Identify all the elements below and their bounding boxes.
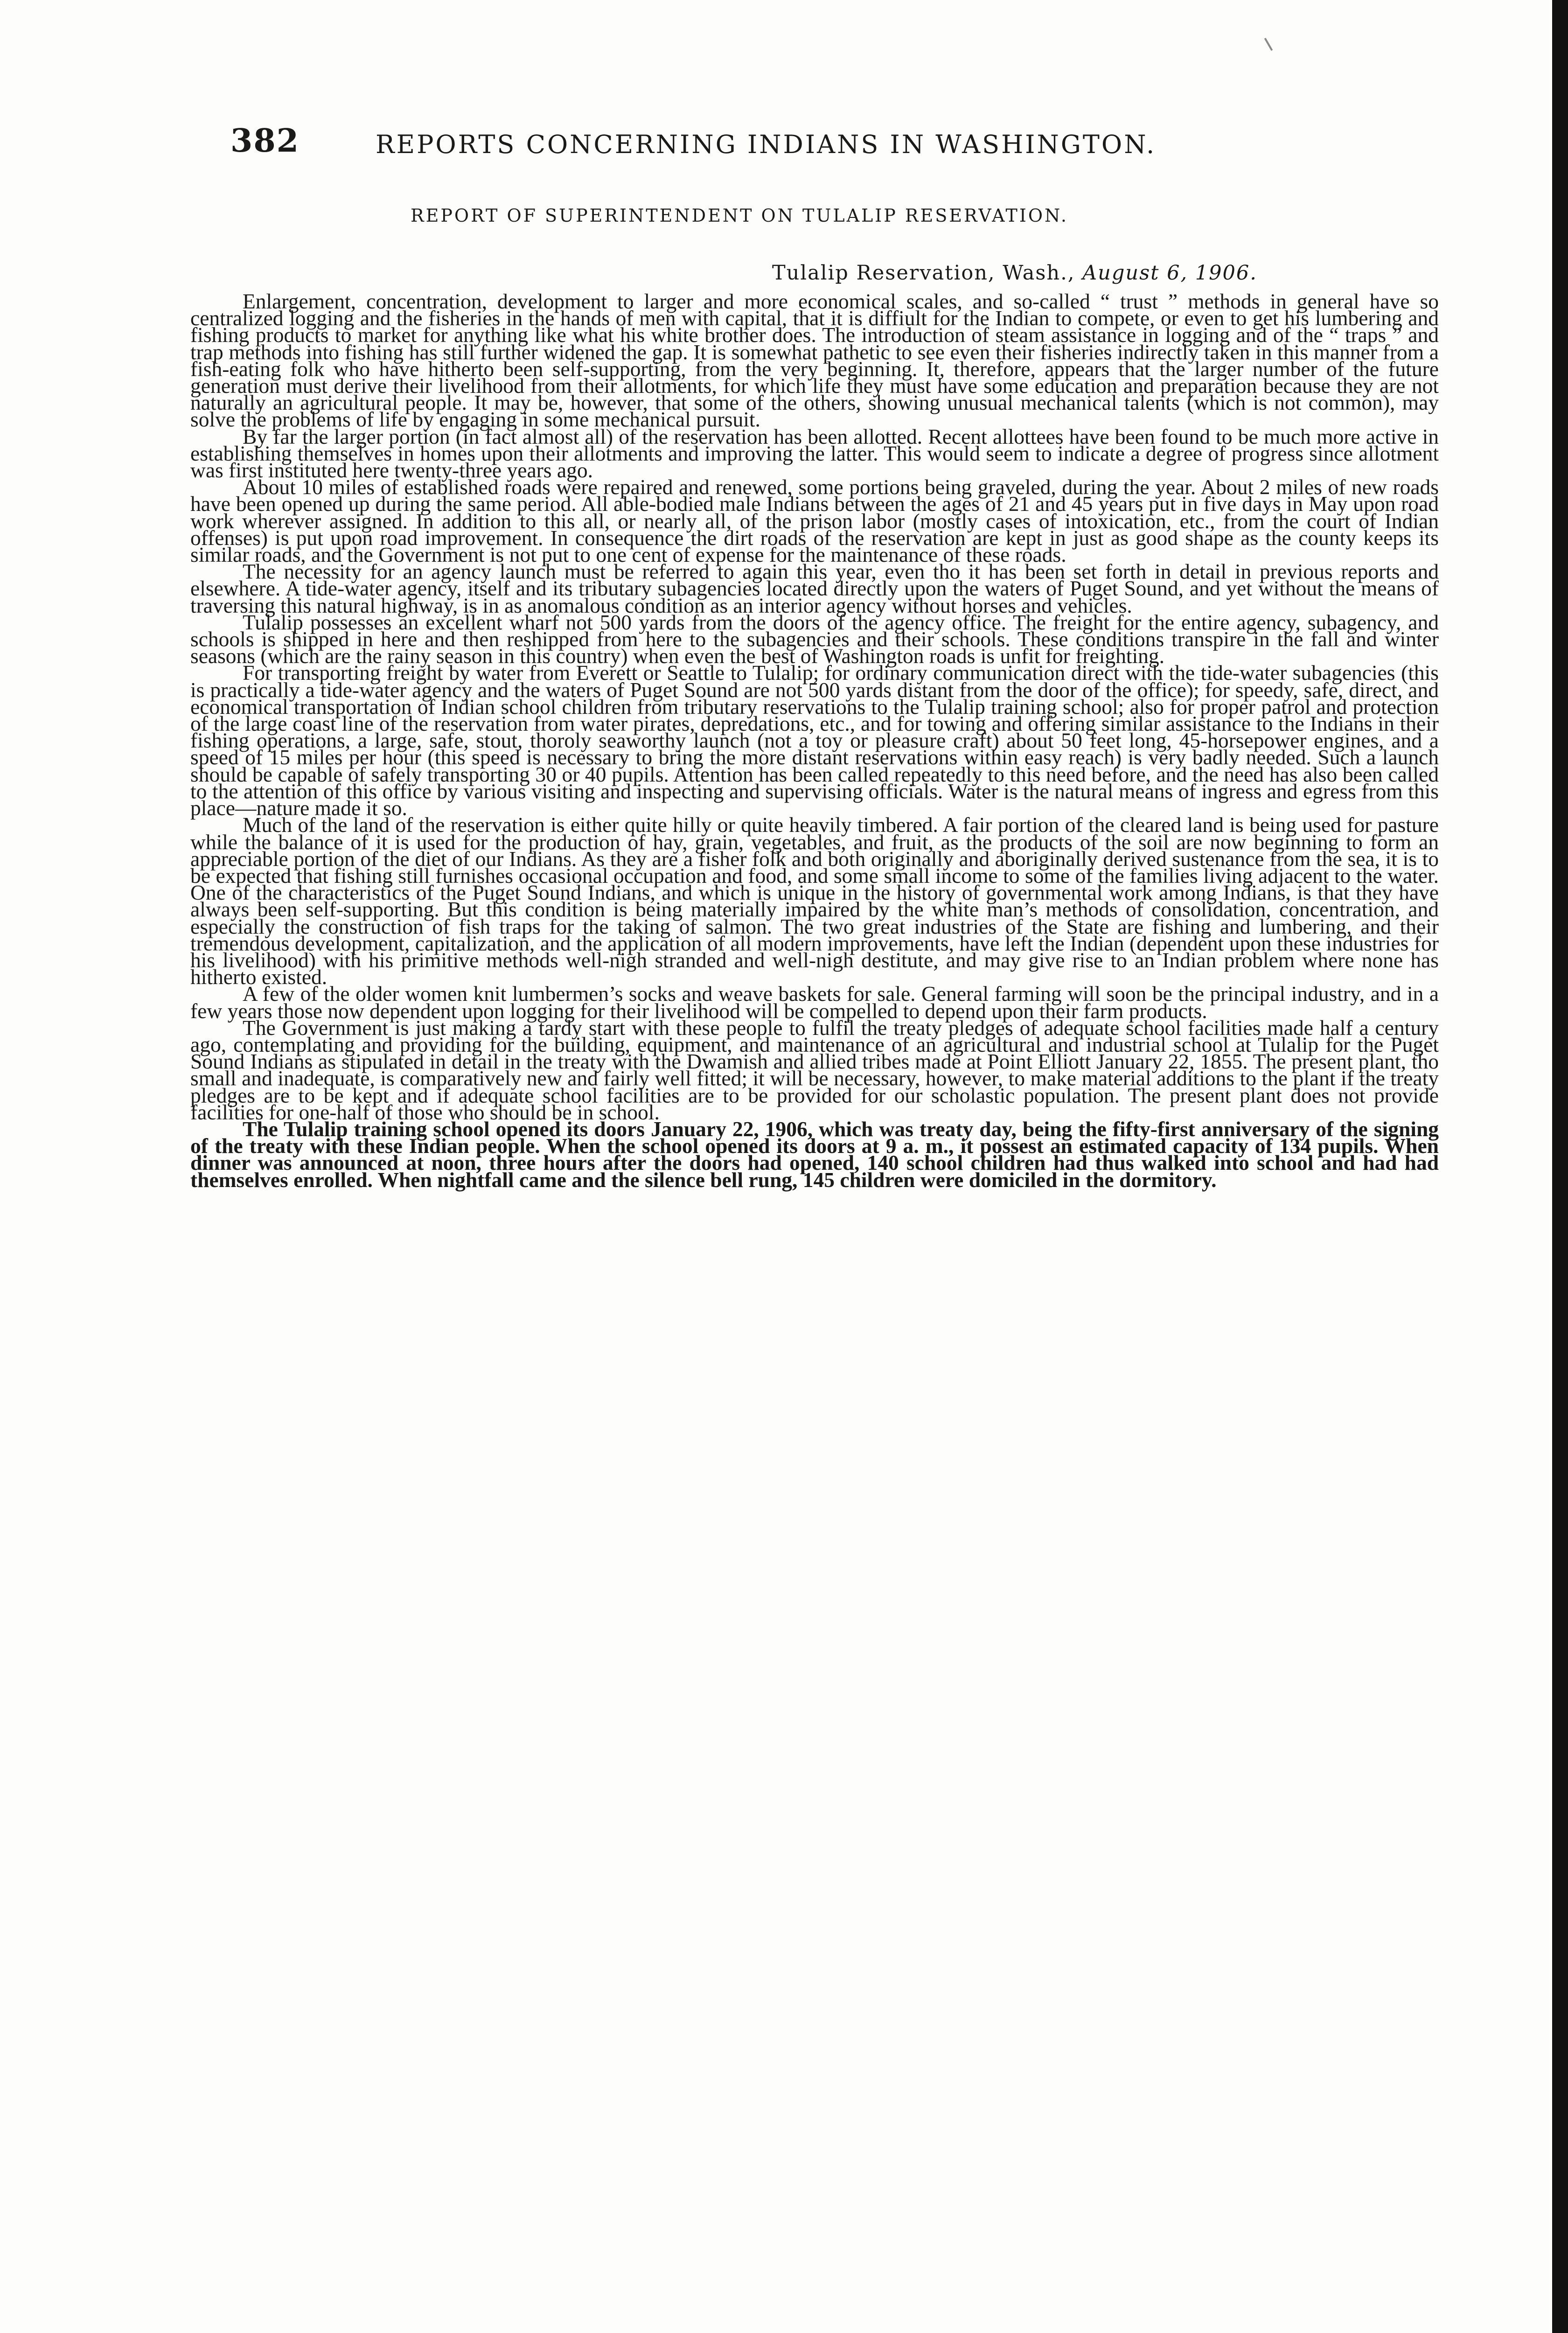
paragraph: The necessity for an agency launch must be referred to again this year, even tho it has been set forth in detail in previous reports and elsewhere. A tide-water agency, itself and its tributary subagencies located directly upon the waters of Puget Sound, and yet without the means of traversing this natural highway, is in as anomalous condition as an interior agency without horses and vehicles.	[190, 559, 1439, 617]
report-body	[190, 289, 1439, 1192]
scan-border-right	[1552, 0, 1568, 2333]
paragraph: Tulalip possesses an excellent wharf not 500 yards from the doors of the agency office. The freight for the entire agency, subagency, and schools is shipped in here and then reshipped from here to the subagencies and their schools. These conditions transpire in the fall and winter seasons (which are the rainy season in this country) when even the best of Washington roads is unfit for freighting.	[190, 610, 1439, 668]
dateline-date: August 6, 1906.	[1082, 261, 1257, 285]
paragraph: Much of the land of the reservation is either quite hilly or quite heavily timbered. A fair portion of the cleared land is being used for pasture while the balance of it is used for the production of hay, grain, vegetables, and fruit, as the products of the soil are now beginning to form an appreciable portion of the diet of our Indians. As they are a fisher folk and both originally and aboriginally derived sustenance from the sea, it is to be expected that fishing still furnishes occasional occupation and food, and some small income to some of the families living adjacent to the water. One of the characteristics of the Puget Sound Indians, and which is unique in the history of governmental work among Indians, is that they have always been self-supporting. But this condition is being materially impaired by the white man’s methods of consolidation, concentration, and especially the construction of fish traps for the taking of salmon. The two great industries of the State are fishing and lumbering, and their tremendous development, capitalization, and the application of all modern improvements, have left the Indian (dependent upon these industries for his livelihood) with his primitive methods well-nigh stranded and well-nigh destitute, and may give rise to an Indian problem where none has hitherto existed.	[190, 813, 1439, 989]
paragraph: The Tulalip training school opened its doors January 22, 1906, which was treaty day, being the fifty-first anniversary of the signing of the treaty with these Indian people. When the school opened its doors at 9 a. m., it possest an estimated capacity of 134 pupils. When dinner was announced at noon, three hours after the doors had opened, 140 school children had thus walked into school and had had themselves enrolled. When nightfall came and the silence bell rung, 145 children were domiciled in the dormitory.	[190, 1117, 1439, 1192]
dateline	[772, 261, 1257, 285]
paragraph: Enlargement, concentration, development to larger and more economical scales, and so-called “ trust ” methods in general have so centralized logging and the fisheries in the hands of men with capital, that it is diffiult for the Indian to compete, or even to get his lumbering and fishing products to market for anything like what his white brother does. The introduction of steam assistance in logging and of the “ traps ” and trap methods into fishing has still further widened the gap. It is somewhat pathetic to see even their fisheries indirectly taken in this manner from a fish-eating folk who have hitherto been self-supporting, from the very beginning. It, therefore, appears that the larger number of the future generation must derive their livelihood from their allotments, for which life they must have some education and preparation because they are not naturally an agricultural people. It may be, however, that some of the others, showing unusual mechanical talents (which is not common), may solve the problems of life by engaging in some mechanical pursuit.	[190, 289, 1439, 432]
scan-mark	[1264, 38, 1273, 51]
paragraph: About 10 miles of established roads were repaired and renewed, some portions being graveled, during the year. About 2 miles of new roads have been opened up during the same period. All able-bodied male Indians between the ages of 21 and 45 years put in five days in May upon road work wherever assigned. In addition to this all, or nearly all, of the prison labor (mostly cases of intoxication, etc., from the court of Indian offenses) is put upon road improvement. In consequence the dirt roads of the reservation are kept in just as good shape as the county keeps its similar roads, and the Government is not put to one cent of expense for the maintenance of these roads.	[190, 475, 1439, 567]
paragraph: By far the larger portion (in fact almost all) of the reservation has been allotted. Recent allottees have been found to be much more active in establishing themselves in homes upon their allotments and improving the latter. This would seem to indicate a degree of progress since allotment was first instituted here twenty-three years ago.	[190, 424, 1439, 482]
report-title: REPORT OF SUPERINTENDENT ON TULALIP RESERVATION.	[411, 205, 1068, 226]
page-number: 382	[230, 122, 300, 160]
paragraph: For transporting freight by water from Everett or Seattle to Tulalip; for ordinary communication direct with the tide-water subagencies (this is practically a tide-water agency and the waters of Puget Sound are not 500 yards distant from the door of the office); for speedy, safe, direct, and economical transportation of Indian school children from tributary reservations to the Tulalip training school; also for proper patrol and protection of the large coast line of the reservation from water pirates, depredations, etc., and for towing and offering similar assistance to the Indians in their fishing operations, a large, safe, stout, thoroly seaworthy launch (not a toy or pleasure craft) about 50 feet long, 45-horsepower engines, and a speed of 15 miles per hour (this speed is necessary to bring the more distant reservations within easy reach) is very badly needed. Such a launch should be capable of safely transporting 30 or 40 pupils. Attention has been called repeatedly to this need before, and the need has also been called to the attention of this office by various visiting and inspecting and supervising officials. Water is the natural means of ingress and egress from this place—nature made it so.	[190, 661, 1439, 820]
paragraph: A few of the older women knit lumbermen’s socks and weave baskets for sale. General farming will soon be the principal industry, and in a few years those now dependent upon logging for their livelihood will be compelled to depend upon their farm products.	[190, 982, 1439, 1023]
dateline-place: Tulalip Reservation, Wash.,	[772, 261, 1075, 285]
paragraph: The Government is just making a tardy start with these people to fulfil the treaty pledges of adequate school facilities made half a century ago, contemplating and providing for the building, equipment, and maintenance of an agricultural and industrial school at Tulalip for the Puget Sound Indians as stipulated in detail in the treaty with the Dwamish and allied tribes made at Point Elliott January 22, 1855. The present plant, tho small and inadequate, is comparatively new and fairly well fitted; it will be necessary, however, to make material additions to the plant if the treaty pledges are to be kept and if adequate school facilities are to be provided for our scholastic population. The present plant does not provide facilities for one-half of those who should be in school.	[190, 1015, 1439, 1124]
running-head: REPORTS CONCERNING INDIANS IN WASHINGTON.	[376, 130, 1157, 159]
